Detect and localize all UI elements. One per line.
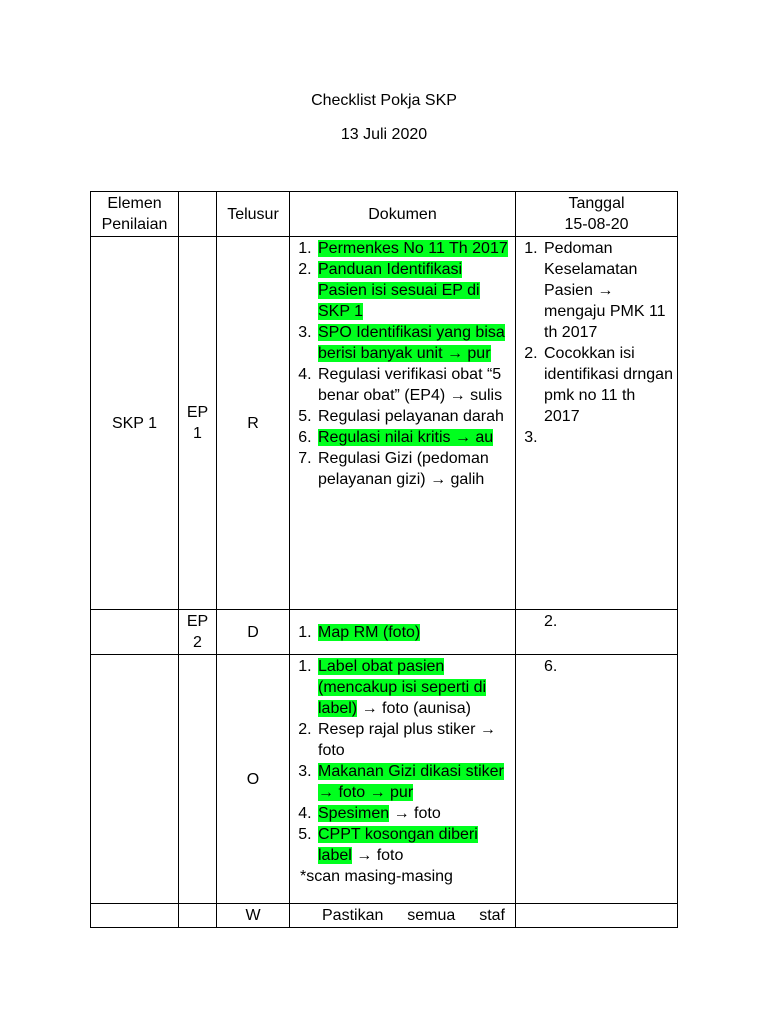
ep-cell: EP 2 [179,610,217,655]
header-tanggal-label: Tanggal [568,195,625,212]
dokumen-cell [290,904,516,928]
telusur-cell: O [217,655,290,904]
highlighted-text: Panduan Identifikasi Pasien isi sesuai EP di SKP 1 [318,261,480,320]
list-item [316,259,511,322]
dokumen-list [294,238,511,490]
list-item [316,824,511,866]
header-tanggal-date: 15-08-20 [564,216,629,233]
item-text: → foto [351,847,404,864]
ep-cell [179,655,217,904]
highlighted-text: Label obat pasien (mencakup isi seperti di label) [318,658,487,717]
elemen-cell [91,904,179,928]
list-item [316,656,511,719]
telusur-cell: R [217,237,290,610]
dokumen-list [294,656,511,866]
item-text: → foto [389,805,441,822]
header-elemen: Elemen Penilaian [91,192,179,237]
highlighted-text: Regulasi nilai kritis → au [318,429,494,446]
table-row [91,610,678,655]
highlighted-text: Spesimen [318,805,390,822]
list-item: 4. Regulasi verifikasi obat “5 benar obat” (EP4) → sulis [316,364,511,406]
telusur-cell: W [217,904,290,928]
list-item: 7. Regulasi Gizi (pedoman pelayanan gizi) → galih [316,448,511,490]
header-tanggal [516,192,678,237]
list-item: 2. Resep rajal plus stiker → foto [316,719,511,761]
list-item [316,322,511,364]
document-title: Checklist Pokja SKP [311,92,457,109]
checklist-table [90,191,678,928]
dokumen-cell [290,655,516,904]
highlighted-text: Permenkes No 11 Th 2017 [318,240,508,257]
dokumen-cell [290,610,516,655]
list-item: 2. Cocokkan isi identifikasi drngan pmk no 11 th 2017 [542,343,673,427]
telusur-cell: D [217,610,290,655]
header-dokumen: Dokumen [290,192,516,237]
list-item: 5. Regulasi pelayanan darah [316,406,511,427]
dokumen-text: Pastikan semua staf [322,907,505,924]
elemen-cell [91,655,179,904]
highlighted-text: SPO Identifikasi yang bisa berisi banyak unit → pur [318,324,505,362]
header-ep [179,192,217,237]
dokumen-list [294,622,511,643]
header-telusur: Telusur [217,192,290,237]
highlighted-text: Makanan Gizi dikasi stiker → foto → pur [318,763,504,801]
list-item: 1. Pedoman Keselamatan Pasien → mengaju PMK 11 th 2017 [542,238,673,343]
document-date: 13 Juli 2020 [340,126,428,143]
tanggal-cell [516,610,678,655]
highlighted-text: Map RM (foto) [318,623,421,641]
list-item [542,427,673,448]
table-row [91,237,678,610]
tanggal-list [520,238,673,448]
highlighted-text: CPPT kosongan diberi label [318,826,478,864]
scan-note: *scan masing-masing [300,868,453,885]
list-item [316,803,511,824]
ep-cell [179,904,217,928]
list-item [316,427,511,448]
table-row [91,904,678,928]
tanggal-number: 6. [544,658,558,675]
table-row [91,655,678,904]
item-text: → foto (aunisa) [357,700,471,717]
header-row [91,192,678,237]
elemen-cell: SKP 1 [91,237,179,610]
list-item [316,622,511,643]
list-item [316,761,511,803]
ep-cell: EP 1 [179,237,217,610]
tanggal-cell [516,237,678,610]
tanggal-number: 2. [544,613,558,630]
elemen-cell [91,610,179,655]
dokumen-cell [290,237,516,610]
tanggal-cell [516,904,678,928]
list-item [316,238,511,259]
tanggal-cell [516,655,678,904]
